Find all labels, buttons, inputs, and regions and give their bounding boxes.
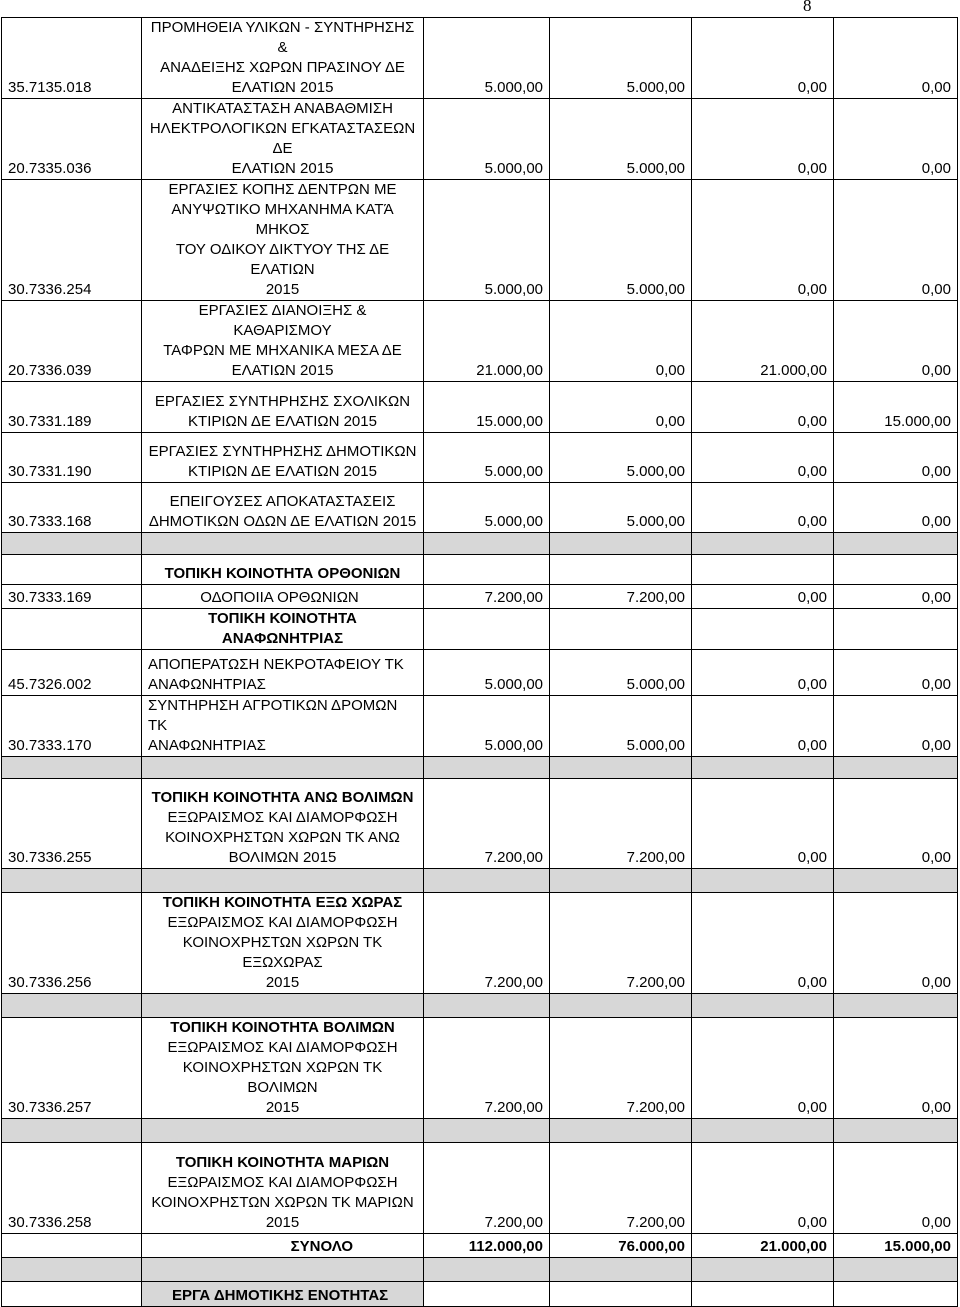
amount-v2: 5.000,00 [550,483,692,533]
amount-v1: 5.000,00 [424,433,550,483]
separator-cell [692,1258,834,1282]
table-row [2,585,958,609]
separator-cell [834,757,958,779]
budget-code: 20.7336.039 [2,301,142,382]
description [142,1018,424,1119]
separator-row [2,533,958,555]
description-line: ΑΝΑΦΩΝΗΤΡΙΑΣ [148,737,266,754]
description [142,382,424,433]
table-row [2,696,958,757]
amount-v2: 5.000,00 [550,433,692,483]
amount-v4: 0,00 [834,433,958,483]
separator-cell [692,994,834,1018]
amount-v4: 0,00 [834,779,958,869]
amount-v4: 0,00 [834,483,958,533]
description-line: ΟΔΟΠΟΙΙΑ ΟΡΘΩΝΙΩΝ [200,589,359,606]
description [142,301,424,382]
separator-cell [2,1258,142,1282]
description-line: ΑΝΥΨΩΤΙΚΟ ΜΗΧΑΝΗΜΑ ΚΑΤΆ ΜΗΚΟΣ [171,201,394,238]
amount-v2: 5.000,00 [550,696,692,757]
amount-v4: 0,00 [834,1143,958,1234]
table-row [2,382,958,433]
amount-v4: 0,00 [834,1018,958,1119]
budget-code: 30.7333.169 [2,585,142,609]
description-line: ΚΤΙΡΙΩΝ ΔΕ ΕΛΑΤΙΩΝ 2015 [188,463,377,480]
amount-v4: 0,00 [834,99,958,180]
amount-v1: 7.200,00 [424,1018,550,1119]
amount-v3: 0,00 [692,483,834,533]
table-row [2,1018,958,1119]
amount-v3: 0,00 [692,650,834,696]
budget-code: 30.7331.190 [2,433,142,483]
amount-v3: 0,00 [692,1143,834,1234]
description [142,893,424,994]
budget-code: 30.7331.189 [2,382,142,433]
table-row [2,650,958,696]
description-line: ΚΤΙΡΙΩΝ ΔΕ ΕΛΑΤΙΩΝ 2015 [188,413,377,430]
amount-v1: 7.200,00 [424,893,550,994]
description [142,483,424,533]
budget-code: 45.7326.002 [2,650,142,696]
budget-code: 30.7336.256 [2,893,142,994]
description-line: ΕΡΓΑΣΙΕΣ ΣΥΝΤΗΡΗΣΗΣ ΣΧΟΛΙΚΩΝ [154,393,411,410]
description-line: 2015 [265,281,300,298]
separator-cell [692,533,834,555]
amount-v3: 0,00 [692,1018,834,1119]
community-heading: ΤΟΠΙΚΗ ΚΟΙΝΟΤΗΤΑ ΑΝΑΦΩΝΗΤΡΙΑΣ [142,609,424,650]
description-line: ΑΝΑΦΩΝΗΤΡΙΑΣ [148,676,266,693]
empty-cell [2,555,142,585]
separator-cell [550,533,692,555]
description-line: ΚΟΙΝΟΧΡΗΣΤΩΝ ΧΩΡΩΝ ΤΚ ΕΞΩΧΩΡΑΣ [182,934,383,971]
description [142,650,424,696]
empty-cell [834,609,958,650]
total-v2: 76.000,00 [550,1234,692,1258]
section-heading: ΕΡΓΑ ΔΗΜΟΤΙΚΗΣ ΕΝΟΤΗΤΑΣ [142,1282,424,1307]
group-heading-row [2,609,958,650]
separator-cell [142,994,424,1018]
description-line: ΕΞΩΡΑΙΣΜΟΣ ΚΑΙ ΔΙΑΜΟΡΦΩΣΗ [167,809,398,826]
description-line: ΑΝΑΔΕΙΞΗΣ ΧΩΡΩΝ ΠΡΑΣΙΝΟΥ ΔΕ [160,59,405,76]
separator-cell [692,869,834,893]
separator-cell [834,533,958,555]
description-line: ΚΟΙΝΟΧΡΗΣΤΩΝ ΧΩΡΩΝ ΤΚ ΑΝΩ [165,829,400,846]
amount-v2: 5.000,00 [550,650,692,696]
amount-v4: 0,00 [834,180,958,301]
description-line: 2015 [265,974,300,991]
separator-cell [834,1258,958,1282]
amount-v4: 0,00 [834,18,958,99]
amount-v2: 5.000,00 [550,99,692,180]
separator-cell [142,1119,424,1143]
community-heading: ΤΟΠΙΚΗ ΚΟΙΝΟΤΗΤΑ ΒΟΛΙΜΩΝ [170,1019,395,1036]
community-heading: ΤΟΠΙΚΗ ΚΟΙΝΟΤΗΤΑ ΑΝΩ ΒΟΛΙΜΩΝ [151,789,414,806]
budget-code: 35.7135.018 [2,18,142,99]
separator-cell [424,533,550,555]
empty-cell [2,609,142,650]
empty-cell [2,1282,142,1307]
description-line: ΤΑΦΡΩΝ ΜΕ ΜΗΧΑΝΙΚΑ ΜΕΣΑ ΔΕ [163,342,402,359]
amount-v2: 0,00 [550,301,692,382]
separator-cell [692,1119,834,1143]
empty-cell [2,1234,142,1258]
community-heading: ΤΟΠΙΚΗ ΚΟΙΝΟΤΗΤΑ ΕΞΩ ΧΩΡΑΣ [162,894,403,911]
total-label: ΣΥΝΟΛΟ [142,1234,424,1258]
separator-cell [692,757,834,779]
separator-cell [550,757,692,779]
amount-v1: 21.000,00 [424,301,550,382]
table-row [2,301,958,382]
amount-v1: 5.000,00 [424,696,550,757]
amount-v4: 0,00 [834,696,958,757]
amount-v1: 5.000,00 [424,18,550,99]
amount-v4: 0,00 [834,585,958,609]
budget-code: 20.7335.036 [2,99,142,180]
community-heading: ΤΟΠΙΚΗ ΚΟΙΝΟΤΗΤΑ ΜΑΡΙΩΝ [175,1154,390,1171]
empty-cell [550,609,692,650]
amount-v3: 0,00 [692,779,834,869]
amount-v1: 5.000,00 [424,483,550,533]
amount-v4: 0,00 [834,893,958,994]
total-v1: 112.000,00 [424,1234,550,1258]
budget-code: 30.7336.257 [2,1018,142,1119]
table-row [2,180,958,301]
description [142,433,424,483]
description-line: ΕΡΓΑΣΙΕΣ ΔΙΑΝΟΙΞΗΣ & ΚΑΘΑΡΙΣΜΟΥ [198,302,367,339]
description [142,585,424,609]
empty-cell [424,609,550,650]
budget-code: 30.7336.255 [2,779,142,869]
amount-v2: 7.200,00 [550,779,692,869]
amount-v1: 5.000,00 [424,180,550,301]
empty-cell [424,555,550,585]
description-line: ΑΝΤΙΚΑΤΑΣΤΑΣΗ ΑΝΑΒΑΘΜΙΣΗ [172,100,393,117]
separator-row [2,994,958,1018]
description-line: ΑΠΟΠΕΡΑΤΩΣΗ ΝΕΚΡΟΤΑΦΕΙΟΥ ΤΚ [148,656,404,673]
amount-v3: 0,00 [692,180,834,301]
amount-v3: 0,00 [692,585,834,609]
empty-cell [550,555,692,585]
amount-v3: 0,00 [692,382,834,433]
amount-v2: 7.200,00 [550,585,692,609]
table-row [2,483,958,533]
separator-cell [2,869,142,893]
separator-cell [424,1258,550,1282]
separator-cell [834,869,958,893]
separator-cell [142,869,424,893]
separator-row [2,1119,958,1143]
separator-cell [2,533,142,555]
separator-cell [2,994,142,1018]
empty-cell [692,1282,834,1307]
amount-v4: 0,00 [834,650,958,696]
description-line: 2015 [265,1214,300,1231]
amount-v3: 0,00 [692,99,834,180]
amount-v2: 5.000,00 [550,18,692,99]
description-line: ΕΞΩΡΑΙΣΜΟΣ ΚΑΙ ΔΙΑΜΟΡΦΩΣΗ [167,914,398,931]
section-heading-row [2,1282,958,1307]
amount-v4: 15.000,00 [834,382,958,433]
description [142,180,424,301]
amount-v2: 7.200,00 [550,1018,692,1119]
amount-v3: 0,00 [692,696,834,757]
table-row [2,1143,958,1234]
separator-row [2,757,958,779]
amount-v1: 7.200,00 [424,1143,550,1234]
description [142,779,424,869]
amount-v2: 0,00 [550,382,692,433]
page-number: 8 [803,0,812,15]
amount-v4: 0,00 [834,301,958,382]
budget-code: 30.7333.168 [2,483,142,533]
budget-code: 30.7336.258 [2,1143,142,1234]
separator-cell [424,757,550,779]
amount-v2: 7.200,00 [550,893,692,994]
table-row [2,893,958,994]
separator-cell [2,757,142,779]
description [142,99,424,180]
separator-row [2,869,958,893]
empty-cell [692,609,834,650]
description-line: ΕΞΩΡΑΙΣΜΟΣ ΚΑΙ ΔΙΑΜΟΡΦΩΣΗ [167,1039,398,1056]
amount-v1: 15.000,00 [424,382,550,433]
amount-v3: 0,00 [692,433,834,483]
separator-cell [834,1119,958,1143]
separator-cell [550,1258,692,1282]
separator-cell [2,1119,142,1143]
description [142,696,424,757]
amount-v3: 21.000,00 [692,301,834,382]
separator-cell [550,1119,692,1143]
group-heading-row [2,555,958,585]
amount-v2: 7.200,00 [550,1143,692,1234]
budget-code: 30.7333.170 [2,696,142,757]
description-line: ΕΡΓΑΣΙΕΣ ΚΟΠΗΣ ΔΕΝΤΡΩΝ ΜΕ [168,181,397,198]
separator-cell [424,869,550,893]
table-row [2,779,958,869]
amount-v1: 5.000,00 [424,99,550,180]
amount-v1: 5.000,00 [424,650,550,696]
description [142,1143,424,1234]
separator-cell [834,994,958,1018]
separator-cell [424,1119,550,1143]
description-line: ΕΞΩΡΑΙΣΜΟΣ ΚΑΙ ΔΙΑΜΟΡΦΩΣΗ [167,1174,398,1191]
description-line: ΣΥΝΤΗΡΗΣΗ ΑΓΡΟΤΙΚΩΝ ΔΡΟΜΩΝ ΤΚ [148,697,398,734]
community-heading: ΤΟΠΙΚΗ ΚΟΙΝΟΤΗΤΑ ΟΡΘΟΝΙΩΝ [142,555,424,585]
description-line: ΚΟΙΝΟΧΡΗΣΤΩΝ ΧΩΡΩΝ ΤΚ ΒΟΛΙΜΩΝ [182,1059,383,1096]
separator-cell [142,1258,424,1282]
empty-cell [424,1282,550,1307]
description-line: ΕΛΑΤΙΩΝ 2015 [231,79,334,96]
total-v3: 21.000,00 [692,1234,834,1258]
description-line: ΚΟΙΝΟΧΡΗΣΤΩΝ ΧΩΡΩΝ ΤΚ ΜΑΡΙΩΝ [151,1194,414,1211]
separator-cell [424,994,550,1018]
description-line: ΔΗΜΟΤΙΚΩΝ ΟΔΩΝ ΔΕ ΕΛΑΤΙΩΝ 2015 [148,513,417,530]
budget-table [1,17,958,1307]
description-line: ΒΟΛΙΜΩΝ 2015 [228,849,337,866]
budget-code: 30.7336.254 [2,180,142,301]
table-row [2,99,958,180]
separator-cell [142,533,424,555]
separator-row [2,1258,958,1282]
description-line: ΕΛΑΤΙΩΝ 2015 [231,362,334,379]
amount-v1: 7.200,00 [424,585,550,609]
table-row [2,433,958,483]
amount-v2: 5.000,00 [550,180,692,301]
description-line: ΗΛΕΚΤΡΟΛΟΓΙΚΩΝ ΕΓΚΑΤΑΣΤΑΣΕΩΝ ΔΕ [149,120,416,157]
description-line: ΠΡΟΜΗΘΕΙΑ ΥΛΙΚΩΝ - ΣΥΝΤΗΡΗΣΗΣ & [150,19,415,56]
empty-cell [834,555,958,585]
description-line: ΕΛΑΤΙΩΝ 2015 [231,160,334,177]
amount-v1: 7.200,00 [424,779,550,869]
description [142,18,424,99]
separator-cell [550,994,692,1018]
description-line: ΤΟΥ ΟΔΙΚΟΥ ΔΙΚΤΥΟΥ ΤΗΣ ΔΕ ΕΛΑΤΙΩΝ [175,241,390,278]
empty-cell [834,1282,958,1307]
amount-v3: 0,00 [692,18,834,99]
description-line: 2015 [265,1099,300,1116]
total-v4: 15.000,00 [834,1234,958,1258]
separator-cell [550,869,692,893]
empty-cell [692,555,834,585]
description-line: ΕΡΓΑΣΙΕΣ ΣΥΝΤΗΡΗΣΗΣ ΔΗΜΟΤΙΚΩΝ [148,443,417,460]
description-line: ΕΠΕΙΓΟΥΣΕΣ ΑΠΟΚΑΤΑΣΤΑΣΕΙΣ [169,493,396,510]
empty-cell [550,1282,692,1307]
total-row [2,1234,958,1258]
table-row [2,18,958,99]
separator-cell [142,757,424,779]
amount-v3: 0,00 [692,893,834,994]
